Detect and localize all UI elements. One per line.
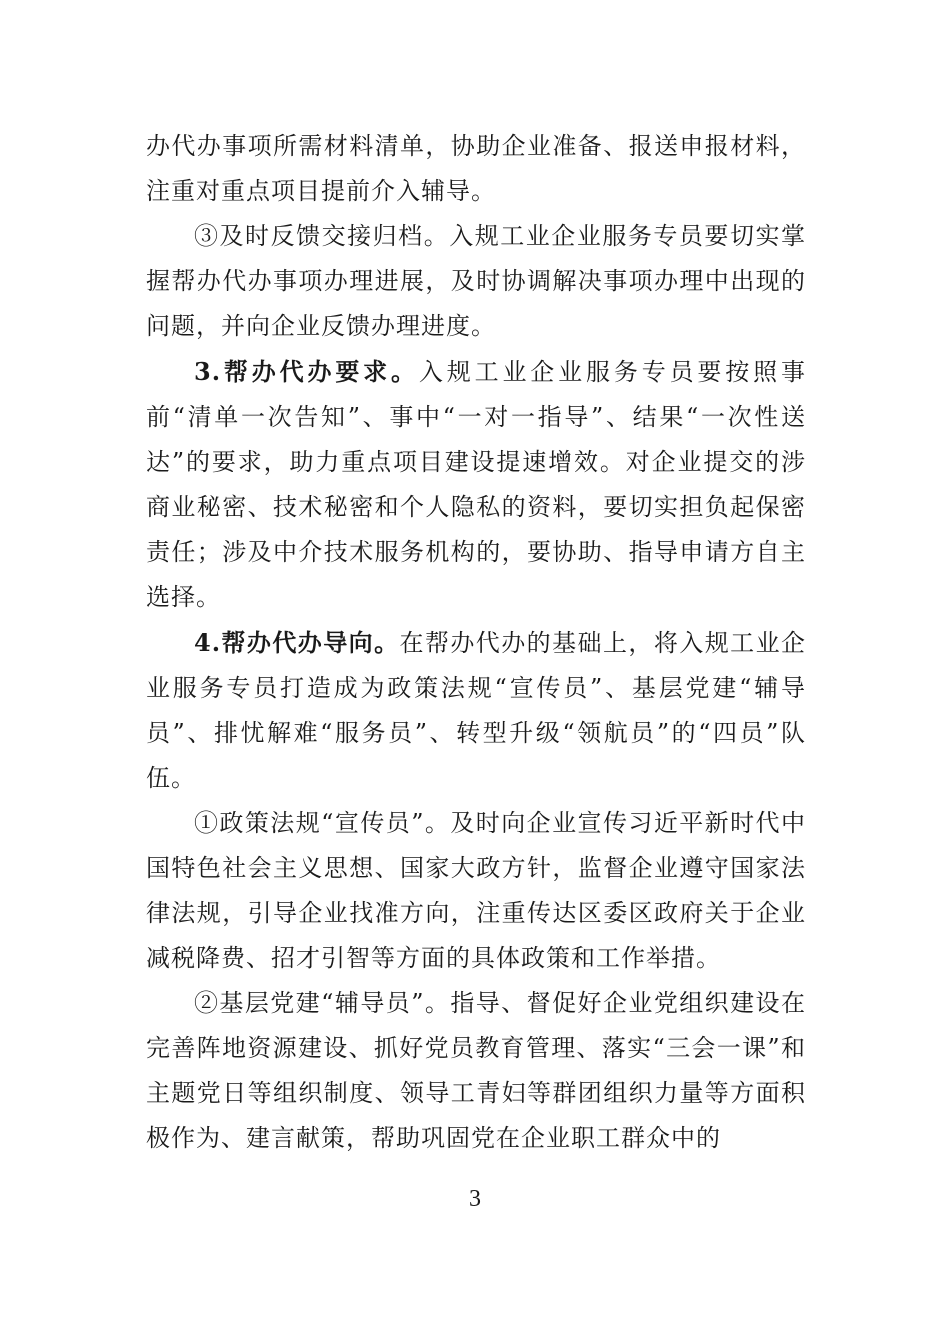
page-number: 3 xyxy=(469,1186,481,1212)
paragraph-6-text: ②基层党建“辅导员”。指导、督促好企业党组织建设在完善阵地资源建设、抓好党员教育管理、落实“三会一课”和主题党日等组织制度、领导工青妇等群团组织力量等方面积极作为、建言献策，帮助巩固党在企业职工群众中的 xyxy=(146,989,806,1152)
paragraph-4 xyxy=(146,620,806,801)
paragraph-1-text: 办代办事项所需材料清单，协助企业准备、报送申报材料，注重对重点项目提前介入辅导。 xyxy=(146,132,806,205)
paragraph-3-text: 入规工业企业服务专员要按照事前“清单一次告知”、事中“一对一指导”、结果“一次性送达”的要求，助力重点项目建设提速增效。对企业提交的涉商业秘密、技术秘密和个人隐私的资料，要切实担负起保密责任；涉及中介技术服务机构的，要协助、指导申请方自主选择。 xyxy=(146,358,806,611)
paragraph-3-heading: 3.帮办代办要求。 xyxy=(194,357,419,386)
paragraph-5 xyxy=(146,801,806,981)
paragraph-1 xyxy=(146,124,806,214)
paragraph-2-text: ③及时反馈交接归档。入规工业企业服务专员要切实掌握帮办代办事项办理进展，及时协调解决事项办理中出现的问题，并向企业反馈办理进度。 xyxy=(146,222,806,340)
paragraph-6 xyxy=(146,981,806,1161)
paragraph-3 xyxy=(146,349,806,620)
paragraph-5-text: ①政策法规“宣传员”。及时向企业宣传习近平新时代中国特色社会主义思想、国家大政方针，监督企业遵守国家法律法规，引导企业找准方向，注重传达区委区政府关于企业减税降费、招才引智等方面的具体政策和工作举措。 xyxy=(146,809,806,972)
body-text xyxy=(146,124,806,1161)
paragraph-4-heading: 4.帮办代办导向。 xyxy=(194,628,400,657)
paragraph-2 xyxy=(146,214,806,349)
paragraph-4-text: 在帮办代办的基础上，将入规工业企业服务专员打造成为政策法规“宣传员”、基层党建“辅导员”、排忧解难“服务员”、转型升级“领航员”的“四员”队伍。 xyxy=(146,629,806,792)
